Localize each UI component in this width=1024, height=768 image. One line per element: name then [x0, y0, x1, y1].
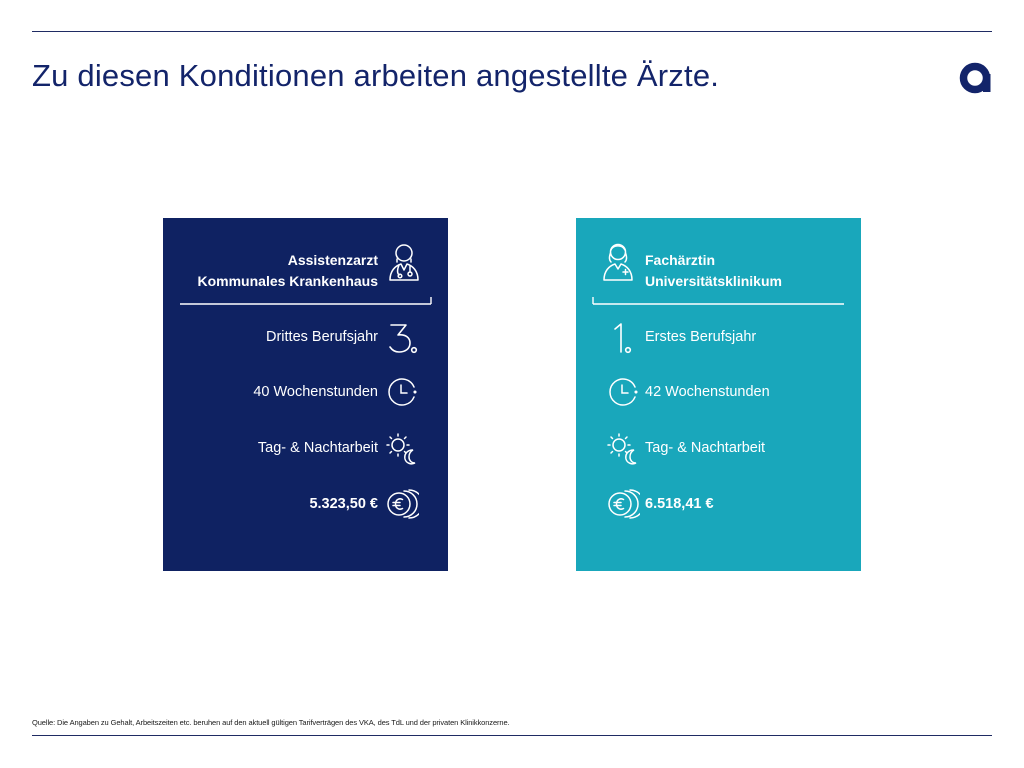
- shift-label: Tag- & Nachtarbeit: [257, 440, 378, 456]
- hours-label: 40 Wochenstunden: [253, 384, 378, 400]
- page-title: Zu diesen Konditionen arbeiten angestellte Ärzte.: [32, 58, 720, 93]
- card-header: [198, 250, 379, 292]
- card-header: [645, 250, 782, 292]
- card-institution: Universitätsklinikum: [645, 273, 782, 289]
- clock-icon: [606, 375, 640, 409]
- number-one-icon: [606, 320, 640, 354]
- sun-moon-icon: [385, 431, 419, 465]
- experience-row: [163, 320, 448, 354]
- experience-row: [576, 320, 861, 354]
- hours-row: [163, 375, 448, 409]
- shift-label: Tag- & Nachtarbeit: [645, 440, 766, 456]
- header-divider: [592, 293, 845, 305]
- experience-label: Drittes Berufsjahr: [265, 329, 378, 345]
- top-rule: [32, 31, 992, 32]
- shift-row: [576, 431, 861, 465]
- shift-row: [163, 431, 448, 465]
- salary-label: 5.323,50 €: [309, 496, 378, 512]
- sun-moon-icon: [606, 431, 640, 465]
- card-assistenzarzt: [163, 218, 448, 571]
- experience-label: Erstes Berufsjahr: [645, 329, 757, 345]
- card-institution: Kommunales Krankenhaus: [197, 273, 378, 289]
- source-note: Quelle: Die Angaben zu Gehalt, Arbeitszeiten etc. beruhen auf den aktuell gültigen Tarifverträgen des VKA, des TdL und der privaten Klinikkonzerne.: [32, 718, 510, 727]
- salary-row: [163, 487, 448, 521]
- female-doctor-icon: [600, 242, 638, 282]
- euro-coin-icon: [606, 487, 640, 521]
- salary-label: 6.518,41 €: [645, 496, 714, 512]
- bottom-rule: [32, 735, 992, 736]
- card-fachaerztin: [576, 218, 861, 571]
- euro-coin-icon: [385, 487, 419, 521]
- hours-row: [576, 375, 861, 409]
- hours-label: 42 Wochenstunden: [645, 384, 770, 400]
- brand-a-logo-icon: [958, 60, 994, 96]
- number-three-icon: [385, 320, 419, 354]
- salary-row: [576, 487, 861, 521]
- clock-icon: [385, 375, 419, 409]
- header-divider: [179, 293, 432, 305]
- male-doctor-icon: [385, 242, 423, 282]
- card-role: Assistenzarzt: [287, 252, 378, 268]
- card-role: Fachärztin: [645, 252, 716, 268]
